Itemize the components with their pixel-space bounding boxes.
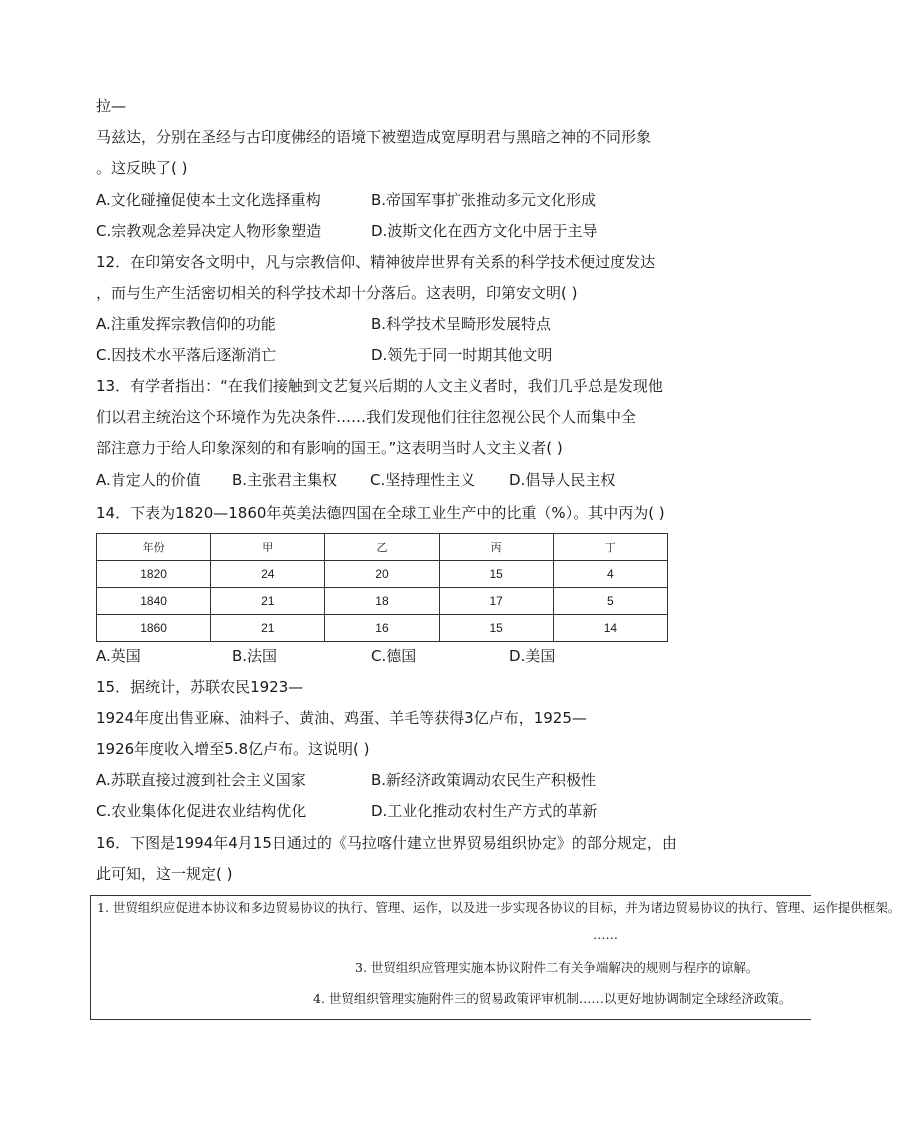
industry-share-table <box>96 533 668 642</box>
table-header-cell: 甲 <box>211 534 325 561</box>
q14-option-d: D.美国 <box>509 647 556 665</box>
q15-line-1: 15．据统计，苏联农民1923— <box>96 678 304 696</box>
table-cell: 5 <box>553 588 667 615</box>
q11-option-a: A.文化碰撞促使本土文化选择重构 <box>96 191 321 209</box>
q13-line-1: 13．有学者指出：“在我们接触到文艺复兴后期的人文主义者时，我们几乎总是发现他 <box>96 377 663 395</box>
q13-option-c: C.坚持理性主义 <box>370 471 476 489</box>
line-3: 。这反映了( ) <box>96 159 188 177</box>
table-row <box>97 588 668 615</box>
q11-option-d: D.波斯文化在西方文化中居于主导 <box>371 222 598 240</box>
table-header-cell: 丙 <box>439 534 553 561</box>
table-header-row <box>97 534 668 561</box>
table-header-cell: 乙 <box>325 534 439 561</box>
q12-option-d: D.领先于同一时期其他文明 <box>371 346 553 364</box>
table-cell: 20 <box>325 561 439 588</box>
table-cell: 15 <box>439 561 553 588</box>
table-cell: 17 <box>439 588 553 615</box>
line-2: 马兹达，分别在圣经与古印度佛经的语境下被塑造成宽厚明君与黑暗之神的不同形象 <box>96 128 652 146</box>
wto-agreement-box <box>90 895 900 1020</box>
table-cell: 1820 <box>97 561 211 588</box>
box-line-4: 4. 世贸组织管理实施附件三的贸易政策评审机制……以更好地协调制定全球经济政策。 <box>313 991 792 1006</box>
box-line-ellipsis: …… <box>593 927 618 942</box>
table-cell: 1840 <box>97 588 211 615</box>
table-cell: 15 <box>439 615 553 642</box>
table-cell: 21 <box>211 615 325 642</box>
table-row <box>97 561 668 588</box>
table-cell: 4 <box>553 561 667 588</box>
table-cell: 18 <box>325 588 439 615</box>
q14-option-c: C.德国 <box>371 647 417 665</box>
table-header-cell: 丁 <box>553 534 667 561</box>
q15-line-3: 1926年度收入增至5.8亿卢布。这说明( ) <box>96 740 370 758</box>
q13-option-d: D.倡导人民主权 <box>509 471 616 489</box>
q13-option-a: A.肯定人的价值 <box>96 471 201 489</box>
q15-option-a: A.苏联直接过渡到社会主义国家 <box>96 771 306 789</box>
q15-line-2: 1924年度出售亚麻、油料子、黄油、鸡蛋、羊毛等获得3亿卢布，1925— <box>96 709 587 727</box>
q12-line-1: 12．在印第安各文明中，凡与宗教信仰、精神彼岸世界有关系的科学技术便过度发达 <box>96 253 656 271</box>
table-cell: 16 <box>325 615 439 642</box>
table-cell: 14 <box>553 615 667 642</box>
q13-option-b: B.主张君主集权 <box>232 471 338 489</box>
table-header-cell: 年份 <box>97 534 211 561</box>
q14-line-1: 14．下表为1820—1860年英美法德四国在全球工业生产中的比重（%）。其中丙为( ) <box>96 504 665 522</box>
q11-option-c: C.宗教观念差异决定人物形象塑造 <box>96 222 322 240</box>
q12-option-a: A.注重发挥宗教信仰的功能 <box>96 315 276 333</box>
q13-line-3: 部注意力于给人印象深刻的和有影响的国王。”这表明当时人文主义者( ) <box>96 439 563 457</box>
box-line-1: 1. 世贸组织应促进本协议和多边贸易协议的执行、管理、运作，以及进一步实现各协议的目标，并为诸边贸易协议的执行、管理、运作提供框架。 <box>97 900 900 915</box>
q14-option-a: A.英国 <box>96 647 141 665</box>
q14-option-b: B.法国 <box>232 647 278 665</box>
q15-option-c: C.农业集体化促进农业结构优化 <box>96 802 307 820</box>
q16-line-2: 此可知，这一规定( ) <box>96 865 233 883</box>
q11-option-b: B.帝国军事扩张推动多元文化形成 <box>371 191 597 209</box>
q12-option-c: C.因技术水平落后逐渐消亡 <box>96 346 277 364</box>
q13-line-2: 们以君主统治这个环境作为先决条件……我们发现他们往往忽视公民个人而集中全 <box>96 408 637 426</box>
q15-option-b: B.新经济政策调动农民生产积极性 <box>371 771 597 789</box>
q15-option-d: D.工业化推动农村生产方式的革新 <box>371 802 598 820</box>
table-cell: 24 <box>211 561 325 588</box>
box-line-3: 3. 世贸组织应管理实施本协议附件二有关争端解决的规则与程序的谅解。 <box>355 960 759 975</box>
q12-option-b: B.科学技术呈畸形发展特点 <box>371 315 552 333</box>
q12-line-2: ，而与生产生活密切相关的科学技术却十分落后。这表明，印第安文明( ) <box>96 284 578 302</box>
table-row <box>97 615 668 642</box>
line-1: 拉— <box>96 97 127 115</box>
q16-line-1: 16．下图是1994年4月15日通过的《马拉喀什建立世界贸易组织协定》的部分规定，由 <box>96 834 677 852</box>
table-cell: 1860 <box>97 615 211 642</box>
table-cell: 21 <box>211 588 325 615</box>
